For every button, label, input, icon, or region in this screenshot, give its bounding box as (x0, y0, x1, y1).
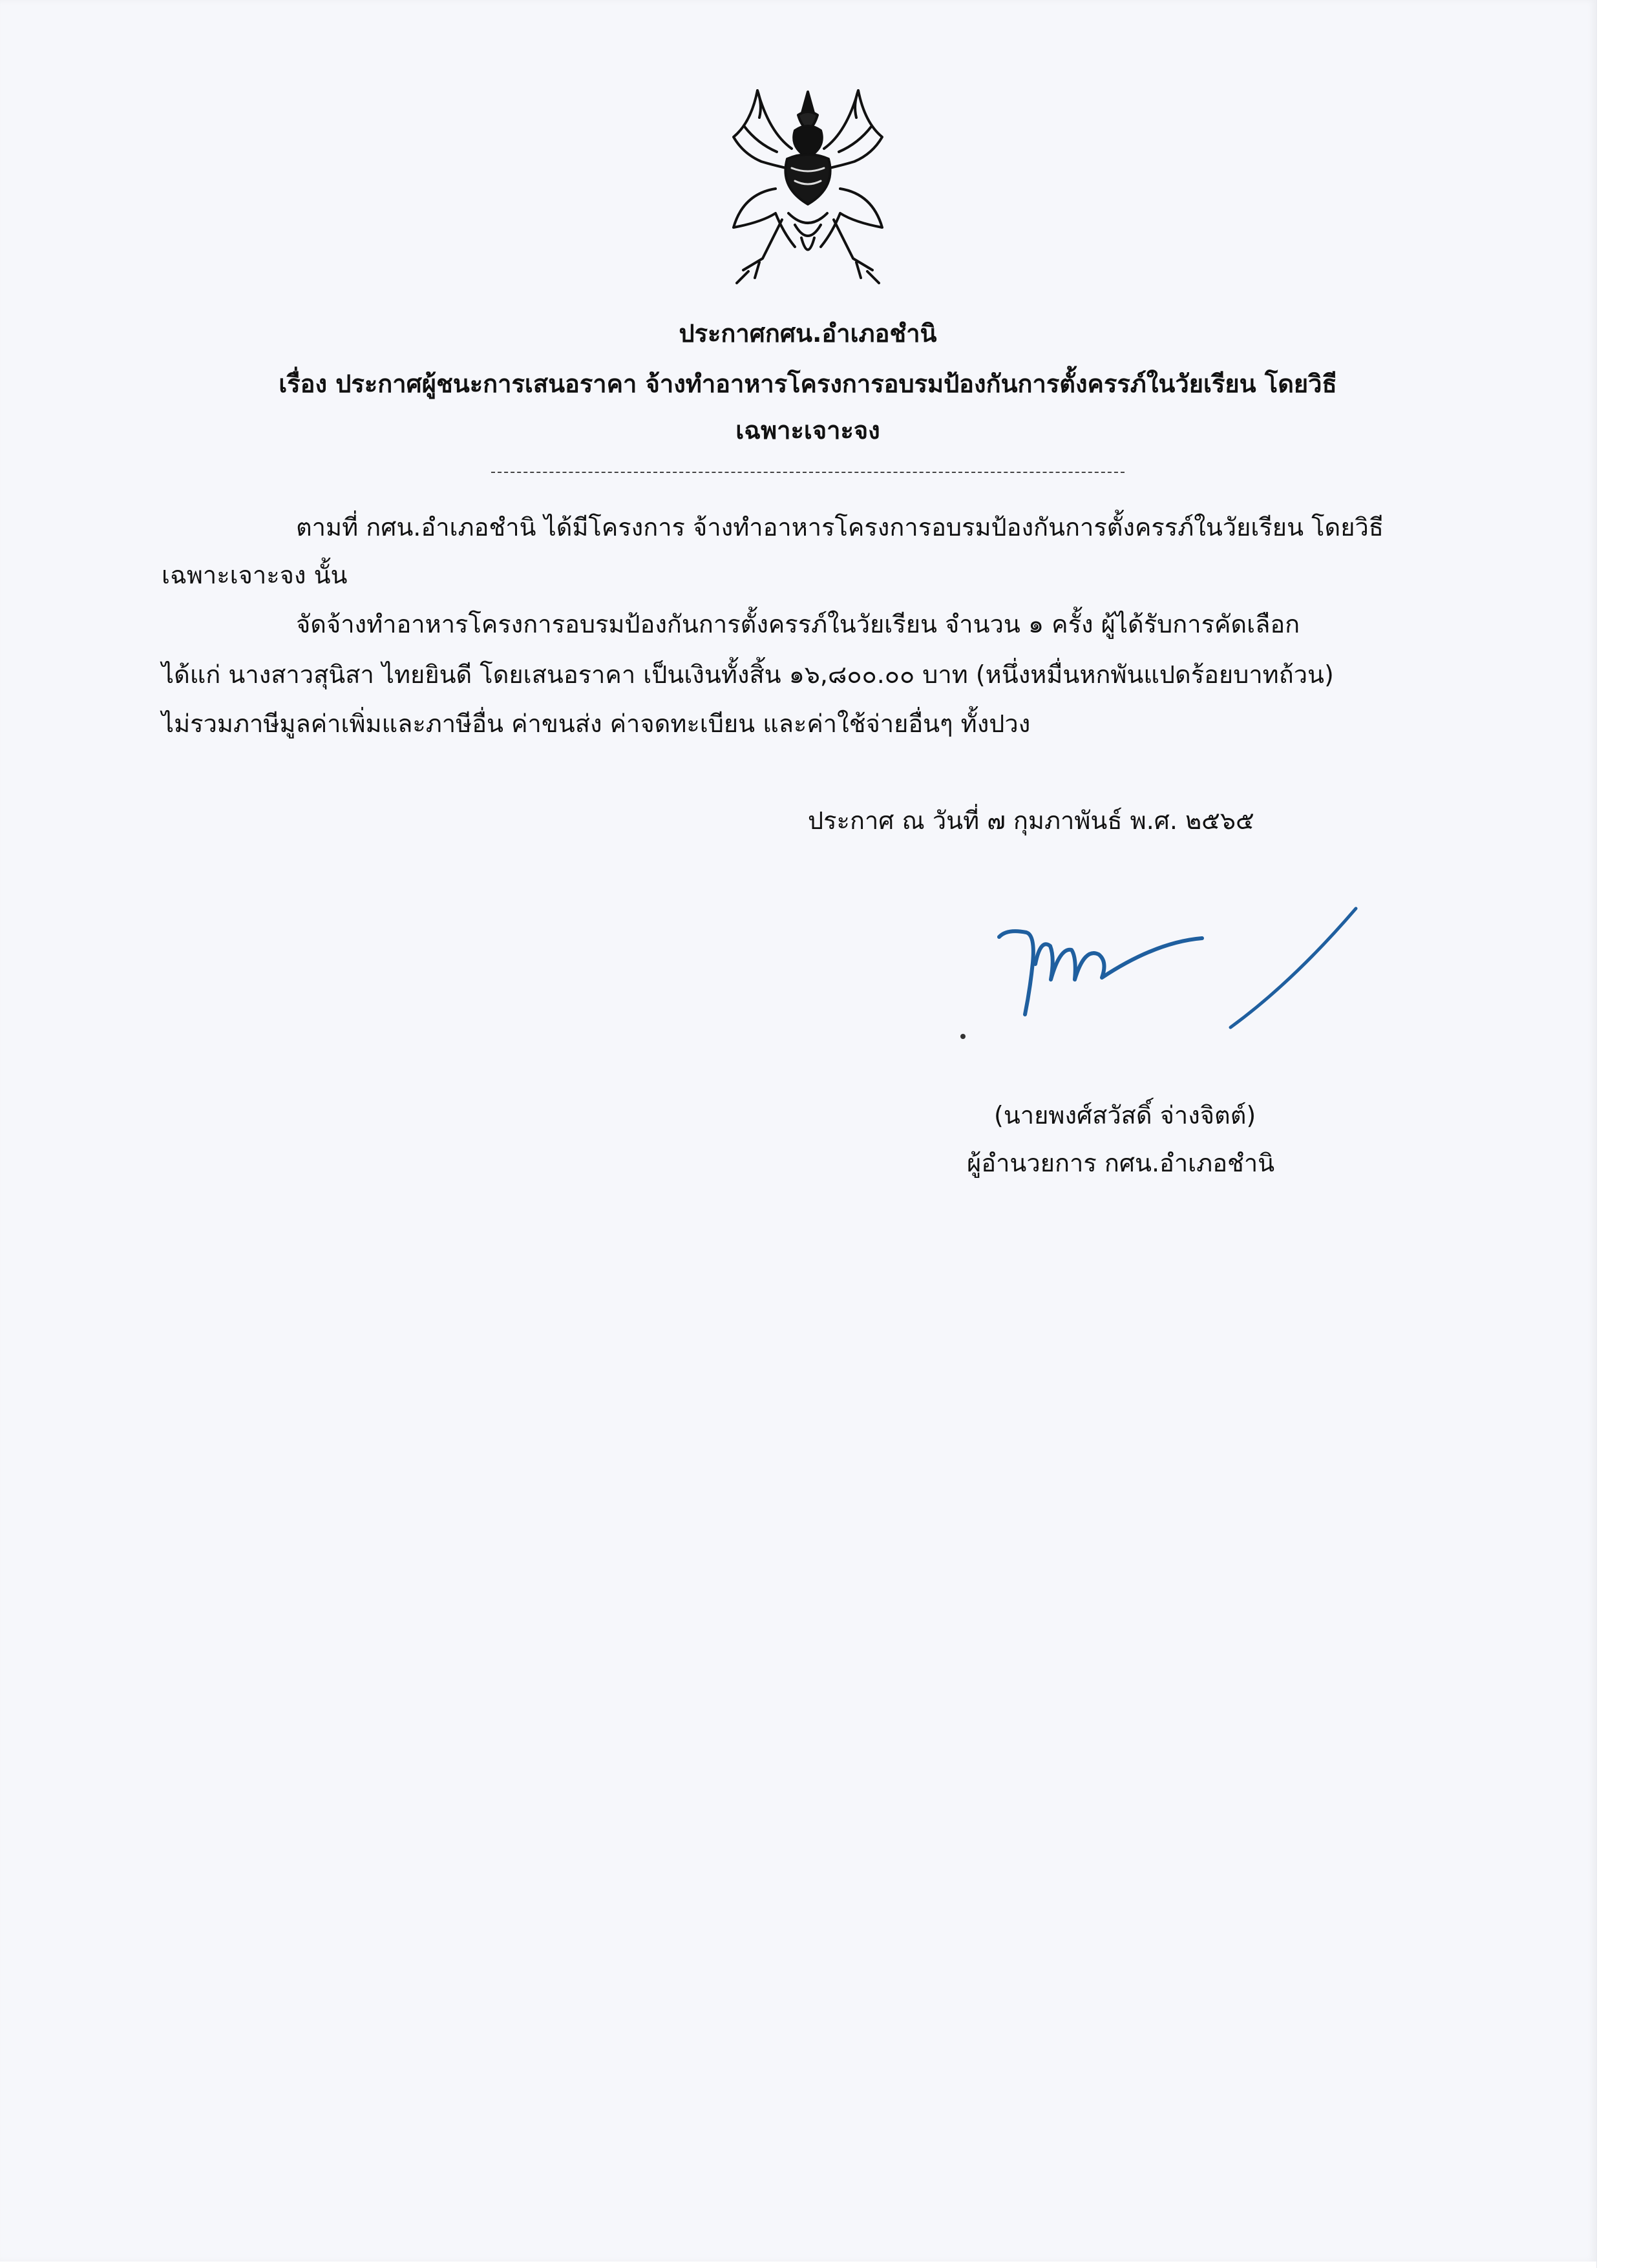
header-separator (491, 472, 1125, 473)
paragraph-2-line-2: ได้แก่ นางสาวสุนิสา ไทยยินดี โดยเสนอราคา เป็นเงินทั้งสิ้น ๑๖,๘๐๐.๐๐ บาท (หนึ่งหมื่นหกพันแปดร้อยบาทถ้วน) (162, 660, 1334, 689)
page-edge (1596, 0, 1648, 2268)
document-title: ประกาศกศน.อำเภอชำนิ (679, 319, 937, 348)
document-subject-continued: เฉพาะเจาะจง (735, 416, 880, 445)
document-subject: เรื่อง ประกาศผู้ชนะการเสนอราคา จ้างทำอาหารโครงการอบรมป้องกันการตั้งครรภ์ในวัยเรียน โดยวิธี (279, 370, 1337, 398)
paragraph-1-line-2: เฉพาะเจาะจง นั้น (162, 561, 348, 589)
announcement-date: ประกาศ ณ วันที่ ๗ กุมภาพันธ์ พ.ศ. ๒๕๖๕ (808, 806, 1254, 835)
signatory-name: (นายพงศ์สวัสดิ์ จ่างจิตต์) (994, 1101, 1256, 1129)
signatory-position: ผู้อำนวยการ กศน.อำเภอชำนิ (967, 1149, 1275, 1177)
paragraph-2-line-1: จัดจ้างทำอาหารโครงการอบรมป้องกันการตั้งครรภ์ในวัยเรียน จำนวน ๑ ครั้ง ผู้ได้รับการคัดเลือก (296, 610, 1300, 638)
handwritten-signature (956, 898, 1370, 1053)
paragraph-1-line-1: ตามที่ กศน.อำเภอชำนิ ได้มีโครงการ จ้างทำอาหารโครงการอบรมป้องกันการตั้งครรภ์ในวัยเรียน โดยวิธี (296, 513, 1384, 541)
paragraph-2-line-3: ไม่รวมภาษีมูลค่าเพิ่มและภาษีอื่น ค่าขนส่ง ค่าจดทะเบียน และค่าใช้จ่ายอื่นๆ ทั้งปวง (162, 709, 1031, 738)
garuda-emblem-icon (698, 78, 918, 291)
